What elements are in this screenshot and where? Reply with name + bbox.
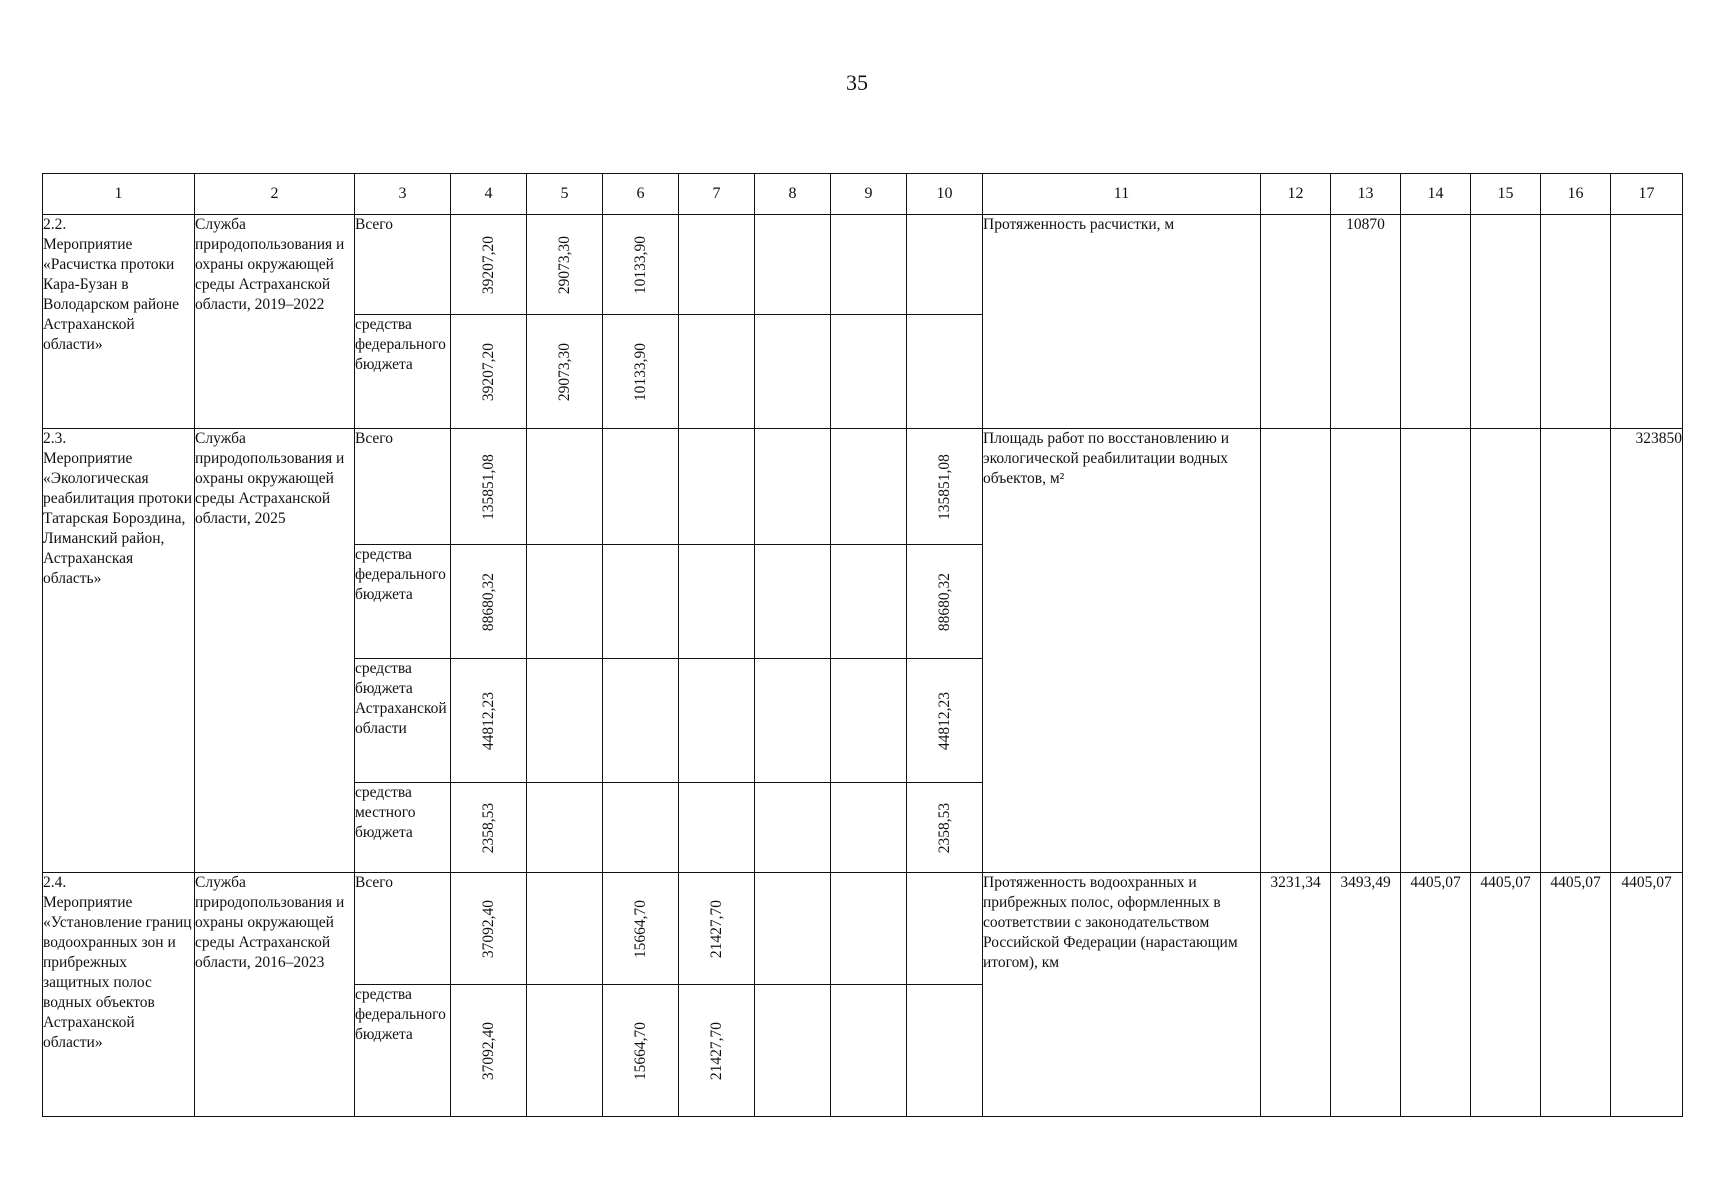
empty-cell xyxy=(755,985,831,1117)
empty-cell xyxy=(527,985,603,1117)
empty-cell xyxy=(603,659,679,783)
executor-cell: Служба природопользования и охраны окружающей среды Астраханской области, 2016–2023 xyxy=(195,873,355,1117)
empty-cell xyxy=(1541,429,1611,873)
empty-cell xyxy=(1261,215,1331,429)
amount-cell xyxy=(451,873,527,985)
empty-cell xyxy=(1401,215,1471,429)
header-col-16: 16 xyxy=(1541,174,1611,215)
header-col-1: 1 xyxy=(43,174,195,215)
source-regional: средства бюджета Астраханской области xyxy=(355,659,451,783)
header-col-13: 13 xyxy=(1331,174,1401,215)
header-col-5: 5 xyxy=(527,174,603,215)
header-col-14: 14 xyxy=(1401,174,1471,215)
amount-cell xyxy=(527,215,603,315)
indicator-value: 10870 xyxy=(1331,215,1401,429)
amount-value: 15664,70 xyxy=(631,899,649,958)
empty-cell xyxy=(1611,215,1683,429)
amount-cell xyxy=(603,215,679,315)
amount-value: 135851,08 xyxy=(479,453,497,520)
header-col-6: 6 xyxy=(603,174,679,215)
empty-cell xyxy=(603,429,679,545)
table-row xyxy=(43,215,1683,315)
measure-name-text: 2.3. Мероприятие «Экологическая реабилитация протоки Татарская Бороздина, Лиманский район, Астраханская область» xyxy=(43,430,193,587)
header-col-4: 4 xyxy=(451,174,527,215)
header-col-17: 17 xyxy=(1611,174,1683,215)
page-number: 35 xyxy=(846,70,868,95)
measure-name xyxy=(43,215,195,429)
indicator-cell: Протяженность расчистки, м xyxy=(983,215,1261,429)
empty-cell xyxy=(527,873,603,985)
header-col-10: 10 xyxy=(907,174,983,215)
empty-cell xyxy=(831,659,907,783)
header-col-2: 2 xyxy=(195,174,355,215)
source-federal: средства федерального бюджета xyxy=(355,545,451,659)
empty-cell xyxy=(1261,429,1331,873)
table-row xyxy=(43,429,1683,545)
source-total: Всего xyxy=(355,429,451,545)
empty-cell xyxy=(755,783,831,873)
amount-value: 15664,70 xyxy=(631,1021,649,1080)
amount-cell xyxy=(907,545,983,659)
amount-value: 2358,53 xyxy=(935,802,953,853)
empty-cell xyxy=(907,215,983,315)
amount-cell xyxy=(679,873,755,985)
empty-cell xyxy=(679,659,755,783)
empty-cell xyxy=(679,545,755,659)
empty-cell xyxy=(679,783,755,873)
header-col-15: 15 xyxy=(1471,174,1541,215)
measure-name xyxy=(43,873,195,1117)
empty-cell xyxy=(755,873,831,985)
source-total: Всего xyxy=(355,873,451,985)
amount-cell xyxy=(679,985,755,1117)
header-col-7: 7 xyxy=(679,174,755,215)
empty-cell xyxy=(679,429,755,545)
program-table xyxy=(42,173,1683,1117)
amount-value: 21427,70 xyxy=(707,899,725,958)
executor-cell: Служба природопользования и охраны окружающей среды Астраханской области, 2019–2022 xyxy=(195,215,355,429)
empty-cell xyxy=(527,429,603,545)
amount-value: 21427,70 xyxy=(707,1021,725,1080)
empty-cell xyxy=(603,545,679,659)
header-col-12: 12 xyxy=(1261,174,1331,215)
amount-value: 44812,23 xyxy=(479,691,497,750)
amount-cell xyxy=(451,985,527,1117)
empty-cell xyxy=(1401,429,1471,873)
indicator-cell: Протяженность водоохранных и прибрежных полос, оформленных в соответствии с законодательством Российской Федерации (нарастающим итогом), км xyxy=(983,873,1261,1117)
indicator-cell: Площадь работ по восстановлению и экологической реабилитации водных объектов, м² xyxy=(983,429,1261,873)
indicator-value: 3231,34 xyxy=(1261,873,1331,1117)
header-col-11: 11 xyxy=(983,174,1261,215)
empty-cell xyxy=(603,783,679,873)
empty-cell xyxy=(1471,429,1541,873)
indicator-value: 4405,07 xyxy=(1611,873,1683,1117)
measure-name xyxy=(43,429,195,873)
indicator-value: 323850 xyxy=(1611,429,1683,873)
amount-value: 2358,53 xyxy=(479,802,497,853)
amount-value: 44812,23 xyxy=(935,691,953,750)
empty-cell xyxy=(527,783,603,873)
amount-value: 135851,08 xyxy=(935,453,953,520)
source-local: средства местного бюджета xyxy=(355,783,451,873)
amount-value: 10133,90 xyxy=(631,235,649,294)
amount-value: 39207,20 xyxy=(479,235,497,294)
empty-cell xyxy=(527,659,603,783)
empty-cell xyxy=(1471,215,1541,429)
amount-cell xyxy=(603,985,679,1117)
amount-cell xyxy=(451,315,527,429)
amount-value: 29073,30 xyxy=(555,342,573,401)
indicator-value: 4405,07 xyxy=(1401,873,1471,1117)
empty-cell xyxy=(1331,429,1401,873)
empty-cell xyxy=(831,545,907,659)
empty-cell xyxy=(679,315,755,429)
measure-name-text: 2.2. Мероприятие «Расчистка протоки Кара-Бузан в Володарском районе Астраханской области» xyxy=(43,216,180,353)
amount-cell xyxy=(451,215,527,315)
header-row xyxy=(43,174,1683,215)
empty-cell xyxy=(831,985,907,1117)
amount-cell xyxy=(603,315,679,429)
header-col-9: 9 xyxy=(831,174,907,215)
empty-cell xyxy=(907,985,983,1117)
empty-cell xyxy=(831,783,907,873)
empty-cell xyxy=(831,873,907,985)
empty-cell xyxy=(831,215,907,315)
amount-cell xyxy=(527,315,603,429)
source-federal: средства федерального бюджета xyxy=(355,315,451,429)
amount-value: 39207,20 xyxy=(479,342,497,401)
amount-cell xyxy=(451,429,527,545)
source-total: Всего xyxy=(355,215,451,315)
empty-cell xyxy=(755,315,831,429)
empty-cell xyxy=(679,215,755,315)
empty-cell xyxy=(831,429,907,545)
empty-cell xyxy=(527,545,603,659)
indicator-value: 3493,49 xyxy=(1331,873,1401,1117)
amount-cell xyxy=(451,659,527,783)
source-federal: средства федерального бюджета xyxy=(355,985,451,1117)
header-col-8: 8 xyxy=(755,174,831,215)
empty-cell xyxy=(907,315,983,429)
amount-cell xyxy=(907,429,983,545)
empty-cell xyxy=(907,873,983,985)
amount-cell xyxy=(907,659,983,783)
executor-cell: Служба природопользования и охраны окружающей среды Астраханской области, 2025 xyxy=(195,429,355,873)
table-row xyxy=(43,873,1683,985)
amount-value: 29073,30 xyxy=(555,235,573,294)
amount-value: 10133,90 xyxy=(631,342,649,401)
indicator-value: 4405,07 xyxy=(1541,873,1611,1117)
amount-cell xyxy=(451,545,527,659)
amount-value: 88680,32 xyxy=(935,572,953,631)
empty-cell xyxy=(755,545,831,659)
amount-value: 37092,40 xyxy=(479,1021,497,1080)
amount-cell xyxy=(451,783,527,873)
empty-cell xyxy=(755,215,831,315)
measure-name-text: 2.4. Мероприятие «Установление границ водоохранных зон и прибрежных защитных полос водных объектов Астраханской области» xyxy=(43,874,192,1051)
amount-cell xyxy=(907,783,983,873)
empty-cell xyxy=(1541,215,1611,429)
empty-cell xyxy=(831,315,907,429)
empty-cell xyxy=(755,429,831,545)
amount-value: 37092,40 xyxy=(479,899,497,958)
indicator-value: 4405,07 xyxy=(1471,873,1541,1117)
amount-value: 88680,32 xyxy=(479,572,497,631)
empty-cell xyxy=(755,659,831,783)
header-col-3: 3 xyxy=(355,174,451,215)
amount-cell xyxy=(603,873,679,985)
